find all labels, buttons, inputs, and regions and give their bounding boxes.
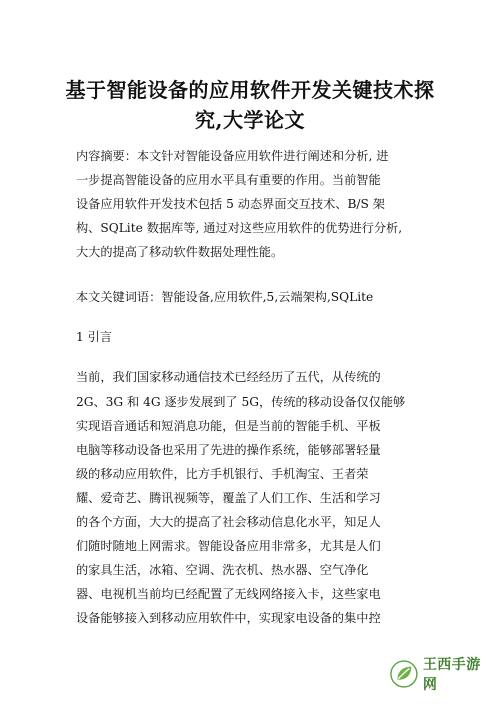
body-line-4: 电脑等移动设备也采用了先进的操作系统，能够部署轻量	[76, 443, 381, 457]
body-line-8: 们随时随地上网需求。智能设备应用非常多，尤其是人们	[76, 539, 381, 553]
body-line-6: 耀、爱奇艺、腾讯视频等，覆盖了人们工作、生活和学习	[76, 491, 381, 505]
abstract-line-3: 设备应用软件开发技术包括 5 动态界面交互技术、B/S 架	[76, 197, 385, 211]
document-title-line-2: 究,大学论文	[195, 108, 305, 132]
green-leaf-logo-icon	[390, 659, 418, 689]
abstract-line-2: 一步提高智能设备的应用水平具有重要的作用。当前智能	[76, 173, 381, 187]
body-line-9: 的家具生活，冰箱、空调、洗衣机、热水器、空气净化	[76, 563, 369, 577]
keywords-line: 本文关键词语：智能设备,应用软件,5,云端架构,SQLite	[76, 290, 374, 304]
site-watermark	[390, 655, 490, 693]
body-line-3: 实现语音通话和短消息功能，但是当前的智能手机、平板	[76, 419, 381, 433]
body-line-7: 的各个方面，大大的提高了社会移动信息化水平，知足人	[76, 515, 381, 529]
section-heading: 1 引言	[76, 330, 113, 344]
body-line-1: 当前，我们国家移动通信技术已经经历了五代，从传统的	[76, 370, 381, 384]
body-line-11: 设备能够接入到移动应用软件中，实现家电设备的集中控	[76, 611, 381, 625]
document-title-line-1: 基于智能设备的应用软件开发关键技术探	[65, 78, 435, 102]
abstract-line-1: 内容摘要：本文针对智能设备应用软件进行阐述和分析, 进	[76, 149, 389, 163]
body-line-2: 2G、3G 和 4G 逐步发展到了 5G，传统的移动设备仅仅能够	[76, 395, 406, 409]
abstract-line-5: 大大的提高了移动软件数据处理性能。	[76, 245, 284, 259]
watermark-text: 王西手游网	[422, 657, 481, 693]
body-line-5: 级的移动应用软件，比方手机银行、手机淘宝、王者荣	[76, 467, 369, 481]
abstract-line-4: 构、SQLite 数据库等, 通过对这些应用软件的优势进行分析,	[76, 221, 403, 235]
body-line-10: 器、电视机当前均已经配置了无线网络接入卡，这些家电	[76, 587, 381, 601]
